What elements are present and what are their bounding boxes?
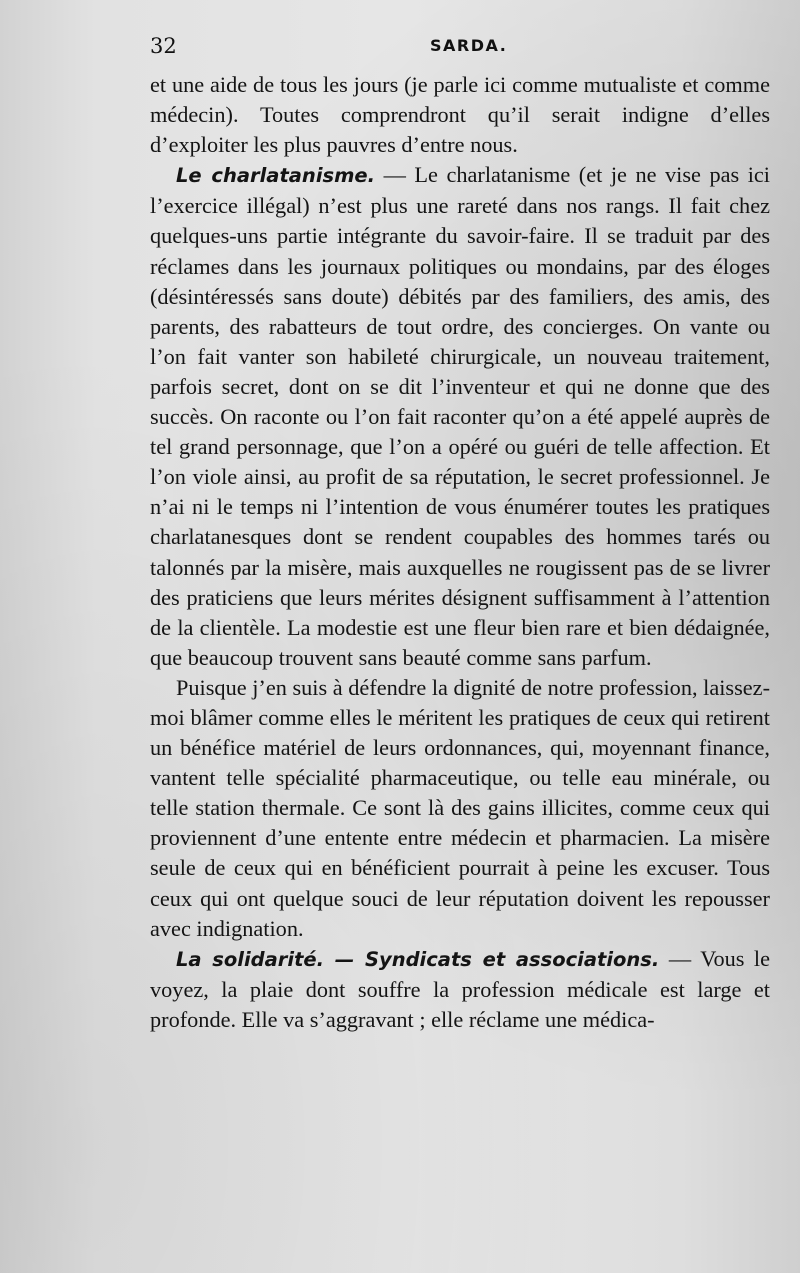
- paragraph-text: et une aide de tous les jours (je parle ici comme mutualiste et comme médecin). Toutes comprendront qu’il serait indigne d’elles d’exploiter les plus pauvres d’entre nous.: [150, 72, 770, 158]
- page-header: [150, 34, 762, 64]
- paragraph-charlatanisme: [150, 160, 770, 673]
- section-heading-charlatanisme: Le charlatanisme.: [176, 164, 376, 188]
- running-head: SARDA.: [430, 36, 508, 55]
- paragraph-text: — Vous le voyez, la plaie dont souffre la profession médicale est large et profonde. Elle va s’aggravant ; elle réclame une médica-: [150, 945, 770, 1032]
- paragraph-text: — Le charlatanisme (et je ne vise pas ici l’exercice illégal) n’est plus une rareté dans nos rangs. Il fait chez quelques-uns partie intégrante du savoir-faire. Il se traduit par des réclames dans les journaux politiques ou mondains, par des éloges (désintéressés sans doute) débités par des familiers, des amis, des parents, des rabatteurs de tout ordre, des concierges. On vante ou l’on fait vanter son habileté chirurgicale, un nouveau traitement, parfois secret, dont on se dit l’inventeur et qui ne donne que des succès. On raconte ou l’on fait raconter qu’on a été appelé auprès de tel grand personnage, que l’on a opéré ou guéri de telle affection. Et l’on viole ainsi, au profit de sa réputation, le secret professionnel. Je n’ai ni le temps ni l’intention de vous énumérer toutes les pratiques charlatanesques dont se rendent coupables des hommes tarés ou talonnés par la misère, mais auxquelles ne rougissent pas de se livrer des praticiens que leurs mérites désignent suffisamment à l’attention de la clientèle. La modestie est une fleur bien rare et bien dédaignée, que beaucoup trouvent sans beauté comme sans parfum.: [150, 162, 770, 670]
- section-heading-solidarite: La solidarité. — Syndicats et associations.: [176, 947, 660, 971]
- page-number: 32: [150, 34, 177, 58]
- paragraph-continuation: [150, 70, 770, 160]
- body-text: [150, 70, 770, 1035]
- paragraph-solidarite: [150, 944, 770, 1035]
- paragraph-dignite: [150, 673, 770, 944]
- paragraph-text: Puisque j’en suis à défendre la dignité de notre profession, laissez-moi blâmer comme elles le méritent les pratiques de ceux qui retirent un bénéfice matériel de leurs ordonnances, qui, moyennant finance, vantent telle spécialité pharmaceutique, ou telle eau minérale, ou telle station thermale. Ce sont là des gains illicites, comme ceux qui proviennent d’une entente entre médecin et pharmacien. La misère seule de ceux qui en bénéficient pourrait à peine les excuser. Tous ceux qui ont quelque souci de leur réputation doivent les repousser avec indignation.: [150, 674, 770, 941]
